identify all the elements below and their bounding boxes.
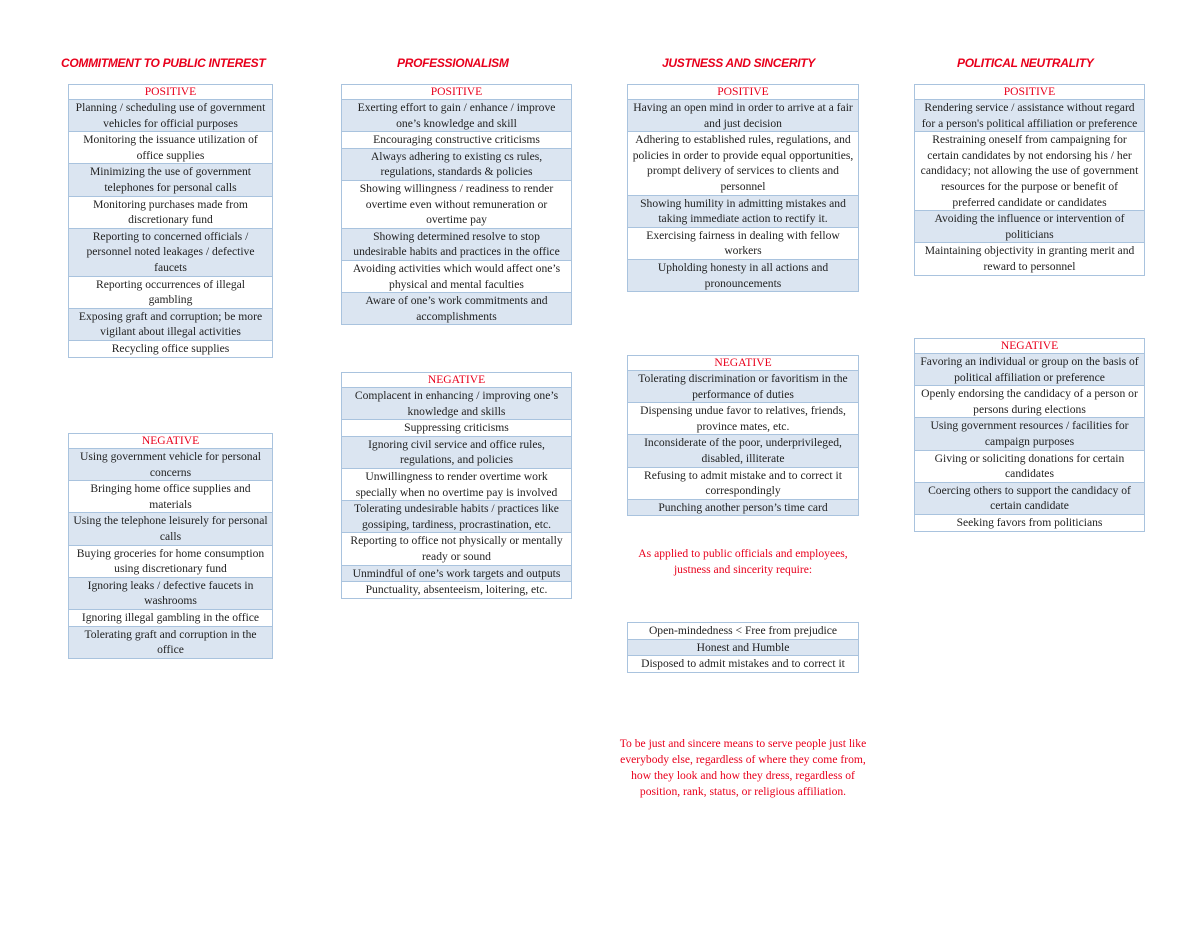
positive-header: POSITIVE [628, 85, 859, 100]
list-item: Reporting to office not physically or mentally ready or sound [342, 533, 572, 565]
list-item: Tolerating graft and corruption in the office [69, 626, 273, 658]
negative-header: NEGATIVE [342, 373, 572, 388]
list-item: Using government resources / facilities for campaign purposes [915, 418, 1145, 450]
list-item: Punching another person’s time card [628, 499, 859, 516]
justness-requirements-table [627, 622, 859, 673]
negative-header: NEGATIVE [69, 434, 273, 449]
negative-header: NEGATIVE [915, 339, 1145, 354]
commitment-negative-table [68, 433, 273, 659]
list-item: Exercising fairness in dealing with fellow workers [628, 227, 859, 259]
list-item: Ignoring illegal gambling in the office [69, 609, 273, 626]
commitment-positive-table [68, 84, 273, 358]
list-item: Tolerating undesirable habits / practices like gossiping, tardiness, procrastination, etc. [342, 501, 572, 533]
list-item: Upholding honesty in all actions and pronouncements [628, 259, 859, 291]
list-item: Unwillingness to render overtime work specially when no overtime pay is involved [342, 468, 572, 500]
list-item: Monitoring purchases made from discretionary fund [69, 196, 273, 228]
list-item: Giving or soliciting donations for certain candidates [915, 450, 1145, 482]
list-item: Always adhering to existing cs rules, regulations, standards & policies [342, 148, 572, 180]
justness-note-intro: As applied to public officials and employees, justness and sincerity require: [638, 547, 848, 576]
list-item: Ignoring leaks / defective faucets in washrooms [69, 577, 273, 609]
list-item: Having an open mind in order to arrive at a fair and just decision [628, 100, 859, 132]
list-item: Coercing others to support the candidacy of certain candidate [915, 482, 1145, 514]
list-item: Avoiding the influence or intervention of politicians [915, 211, 1145, 243]
list-item: Showing determined resolve to stop undesirable habits and practices in the office [342, 228, 572, 260]
list-item: Monitoring the issuance utilization of office supplies [69, 132, 273, 164]
column-title-professionalism: PROFESSIONALISM [397, 56, 509, 70]
list-item: Complacent in enhancing / improving one’s knowledge and skills [342, 388, 572, 420]
justness-positive-table [627, 84, 859, 292]
list-item: Rendering service / assistance without regard for a person's political affiliation or preference [915, 100, 1145, 132]
column-title-political-neutrality: POLITICAL NEUTRALITY [957, 56, 1094, 70]
list-item: Refusing to admit mistake and to correct it correspondingly [628, 467, 859, 499]
list-item: Punctuality, absenteeism, loitering, etc. [342, 582, 572, 599]
list-item: Ignoring civil service and office rules, regulations, and policies [342, 436, 572, 468]
negative-header: NEGATIVE [628, 356, 859, 371]
list-item: Seeking favors from politicians [915, 514, 1145, 531]
list-item: Maintaining objectivity in granting merit and reward to personnel [915, 243, 1145, 275]
list-item: Avoiding activities which would affect one’s physical and mental faculties [342, 260, 572, 292]
list-item: Showing humility in admitting mistakes and taking immediate action to rectify it. [628, 195, 859, 227]
neutrality-positive-table [914, 84, 1145, 276]
list-item: Disposed to admit mistakes and to correct it [628, 656, 859, 673]
list-item: Exerting effort to gain / enhance / improve one’s knowledge and skill [342, 100, 572, 132]
list-item: Open-mindedness < Free from prejudice [628, 623, 859, 640]
list-item: Honest and Humble [628, 639, 859, 656]
list-item: Using government vehicle for personal concerns [69, 449, 273, 481]
list-item: Unmindful of one’s work targets and outputs [342, 565, 572, 582]
professionalism-negative-table [341, 372, 572, 599]
list-item: Openly endorsing the candidacy of a person or persons during elections [915, 386, 1145, 418]
list-item: Reporting occurrences of illegal gambling [69, 276, 273, 308]
list-item: Using the telephone leisurely for personal calls [69, 513, 273, 545]
positive-header: POSITIVE [342, 85, 572, 100]
list-item: Tolerating discrimination or favoritism in the performance of duties [628, 371, 859, 403]
list-item: Exposing graft and corruption; be more vigilant about illegal activities [69, 308, 273, 340]
list-item: Adhering to established rules, regulations, and policies in order to provide equal opportunities, prompt delivery of services to clients and personnel [628, 132, 859, 195]
column-title-commitment: COMMITMENT TO PUBLIC INTEREST [61, 56, 266, 70]
column-title-justness: JUSTNESS AND SINCERITY [662, 56, 815, 70]
list-item: Inconsiderate of the poor, underprivileged, disabled, illiterate [628, 435, 859, 467]
list-item: Aware of one’s work commitments and accomplishments [342, 293, 572, 325]
list-item: Reporting to concerned officials / personnel noted leakages / defective faucets [69, 228, 273, 276]
list-item: Planning / scheduling use of government vehicles for official purposes [69, 100, 273, 132]
list-item: Showing willingness / readiness to render overtime even without remuneration or overtime pay [342, 180, 572, 228]
justness-note-definition: To be just and sincere means to serve people just like everybody else, regardless of where they come from, how they look and how they dress, regardless of position, rank, status, or religious affiliation. [619, 737, 867, 798]
list-item: Minimizing the use of government telephones for personal calls [69, 164, 273, 196]
list-item: Dispensing undue favor to relatives, friends, province mates, etc. [628, 403, 859, 435]
positive-header: POSITIVE [69, 85, 273, 100]
professionalism-positive-table [341, 84, 572, 325]
list-item: Suppressing criticisms [342, 420, 572, 437]
justness-negative-table [627, 355, 859, 516]
list-item: Buying groceries for home consumption using discretionary fund [69, 545, 273, 577]
list-item: Encouraging constructive criticisms [342, 132, 572, 149]
list-item: Restraining oneself from campaigning for certain candidates by not endorsing his / her candidacy; not allowing the use of government resources for the purpose or benefit of preferred candidate or candidates [915, 132, 1145, 211]
list-item: Bringing home office supplies and materials [69, 481, 273, 513]
neutrality-negative-table [914, 338, 1145, 532]
list-item: Recycling office supplies [69, 340, 273, 357]
positive-header: POSITIVE [915, 85, 1145, 100]
list-item: Favoring an individual or group on the basis of political affiliation or preference [915, 354, 1145, 386]
